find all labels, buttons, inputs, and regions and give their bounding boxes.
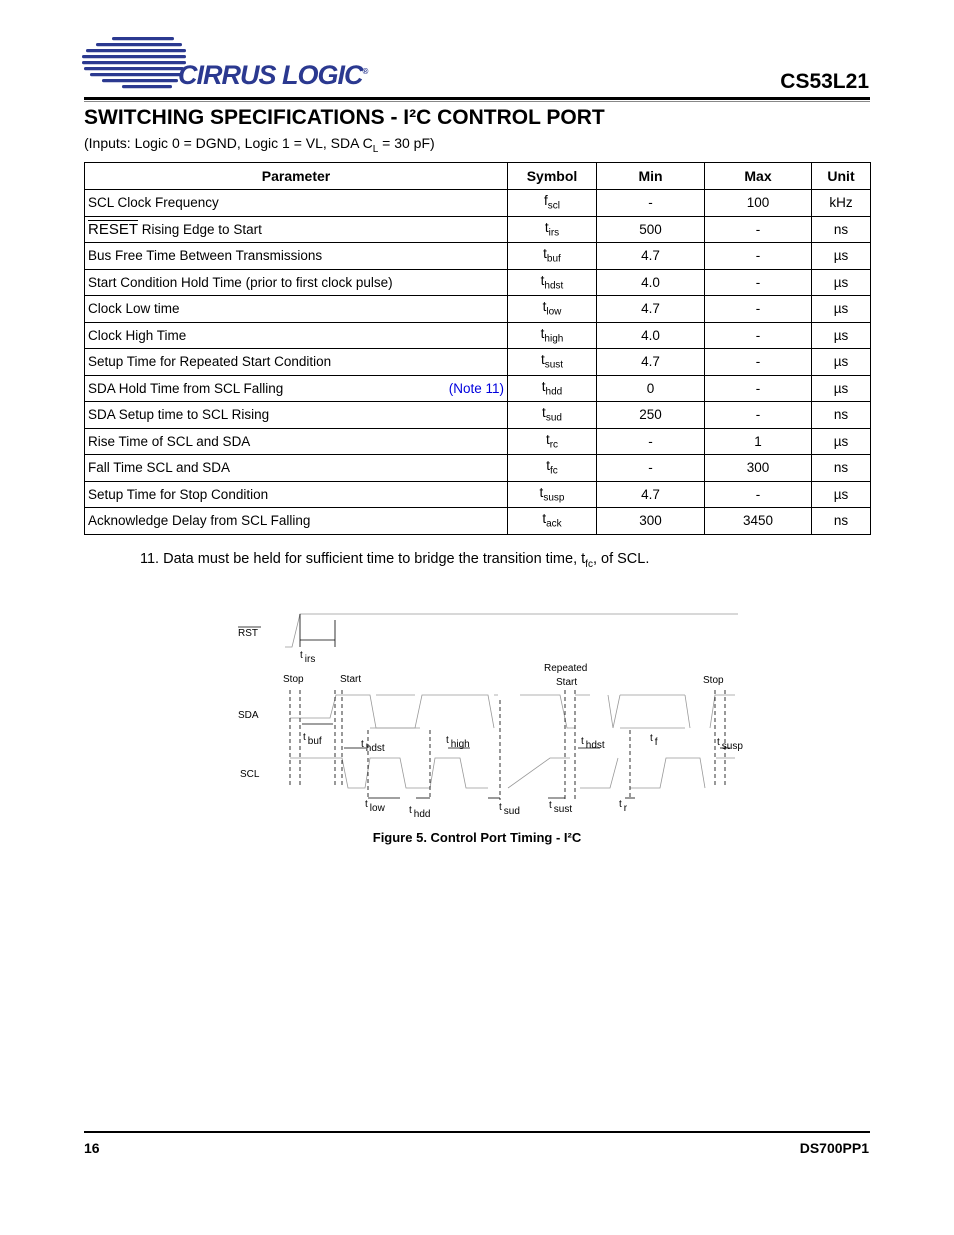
parameter-cell: Setup Time for Repeated Start Condition — [85, 349, 508, 376]
timing-label-hdst: t hdst — [361, 739, 385, 754]
header-rule — [84, 97, 870, 100]
min-cell: 4.0 — [597, 269, 705, 296]
unit-cell: µs — [812, 428, 871, 455]
section-title: SWITCHING SPECIFICATIONS - I²C CONTROL PORT — [84, 106, 605, 129]
parameter-cell: Fall Time SCL and SDA — [85, 455, 508, 482]
unit-cell: µs — [812, 349, 871, 376]
symbol-cell: $t_{susp}$ — [508, 481, 597, 508]
unit-cell: ns — [812, 216, 871, 243]
symbol-cell: $t_{fc}$ — [508, 455, 597, 482]
table-row — [85, 508, 871, 535]
max-cell: - — [705, 481, 812, 508]
parameter-cell: RESET Rising Edge to Start — [85, 216, 508, 243]
header-rule-thin — [84, 101, 870, 102]
symbol-cell: $t_{irs}$ — [508, 216, 597, 243]
timing-label-low: t low — [365, 799, 385, 814]
start-label: Start — [340, 674, 362, 685]
table-row — [85, 243, 871, 270]
table-row — [85, 455, 871, 482]
parameter-cell: Acknowledge Delay from SCL Falling — [85, 508, 508, 535]
parameter-cell: Rise Time of SCL and SDA — [85, 428, 508, 455]
unit-cell: ns — [812, 402, 871, 429]
test-conditions: (Inputs: Logic 0 = DGND, Logic 1 = VL, SDA $C_L = 30$ pF) — [84, 135, 435, 155]
table-row — [85, 269, 871, 296]
max-cell: - — [705, 402, 812, 429]
symbol-cell: $t_{sud}$ — [508, 402, 597, 429]
footnote-11: 11. Data must be held for sufficient time to bridge the transition time, $t_{fc}$, of SCL. — [140, 551, 650, 570]
part-number: CS53L21 — [780, 70, 869, 93]
max-cell: - — [705, 243, 812, 270]
parameter-cell: SDA Hold Time from SCL Falling (Note 11) — [85, 375, 508, 402]
unit-cell: µs — [812, 269, 871, 296]
max-cell: - — [705, 375, 812, 402]
symbol-cell: $t_{rc}$ — [508, 428, 597, 455]
page-number: 16 — [84, 1140, 100, 1156]
symbol-cell: $t_{low}$ — [508, 296, 597, 323]
logo-wordmark: CIRRUS LOGIC® — [178, 60, 368, 90]
unit-cell: ns — [812, 508, 871, 535]
min-cell: 4.7 — [597, 243, 705, 270]
min-cell: - — [597, 428, 705, 455]
max-cell: 3450 — [705, 508, 812, 535]
stop-label-1: Stop — [283, 674, 304, 685]
timing-label-sud: t sud — [499, 802, 520, 817]
symbol-cell: $t_{sust}$ — [508, 349, 597, 376]
sda-label: SDA — [238, 710, 259, 721]
parameter-cell: Start Condition Hold Time (prior to first clock pulse) — [85, 269, 508, 296]
timing-label-sust: t sust — [549, 800, 573, 815]
parameter-cell: Setup Time for Stop Condition — [85, 481, 508, 508]
timing-label-high: t high — [446, 735, 470, 750]
scl-label: SCL — [240, 769, 260, 780]
symbol-cell: $t_{hdst}$ — [508, 269, 597, 296]
timing-label-r: t r — [619, 799, 628, 814]
col-max: Max — [705, 163, 812, 190]
timing-label-buf: t buf — [303, 732, 322, 747]
max-cell: 300 — [705, 455, 812, 482]
symbol-cell: $t_{ack}$ — [508, 508, 597, 535]
parameter-cell: Clock High Time — [85, 322, 508, 349]
scl-waveform — [290, 758, 735, 788]
table-row — [85, 402, 871, 429]
min-cell: - — [597, 190, 705, 217]
col-min: Min — [597, 163, 705, 190]
repeated-start-label: Start — [556, 677, 578, 688]
table-row — [85, 349, 871, 376]
table-row — [85, 190, 871, 217]
col-symbol: Symbol — [508, 163, 597, 190]
symbol-cell: $f_{scl}$ — [508, 190, 597, 217]
parameter-cell: SCL Clock Frequency — [85, 190, 508, 217]
min-cell: 500 — [597, 216, 705, 243]
timing-label-f: t f — [650, 733, 658, 748]
unit-cell: µs — [812, 375, 871, 402]
table-row — [85, 481, 871, 508]
figure-caption: Figure 5. Control Port Timing - I²C — [372, 830, 582, 845]
timing-label-hdd: t hdd — [409, 805, 431, 820]
unit-cell: µs — [812, 243, 871, 270]
unit-cell: µs — [812, 322, 871, 349]
min-cell: 4.7 — [597, 296, 705, 323]
unit-cell: ns — [812, 455, 871, 482]
document-id: DS700PP1 — [799, 1140, 869, 1156]
max-cell: - — [705, 269, 812, 296]
note-11-link[interactable]: (Note 11) — [448, 380, 504, 396]
footer-rule — [84, 1131, 870, 1133]
min-cell: 4.7 — [597, 481, 705, 508]
symbol-cell: $t_{buf}$ — [508, 243, 597, 270]
table-header-row — [85, 163, 871, 190]
min-cell: 4.0 — [597, 322, 705, 349]
min-cell: 250 — [597, 402, 705, 429]
unit-cell: kHz — [812, 190, 871, 217]
parameter-cell: Clock Low time — [85, 296, 508, 323]
repeated-label: Repeated — [544, 663, 588, 674]
col-parameter: Parameter — [85, 163, 508, 190]
min-cell: 0 — [597, 375, 705, 402]
stop-label-2: Stop — [703, 675, 724, 686]
max-cell: - — [705, 349, 812, 376]
parameter-cell: Bus Free Time Between Transmissions — [85, 243, 508, 270]
timing-label-hdst: t hdst — [581, 736, 605, 751]
max-cell: 1 — [705, 428, 812, 455]
timing-label-susp: t susp — [717, 737, 743, 752]
unit-cell: µs — [812, 481, 871, 508]
min-cell: - — [597, 455, 705, 482]
table-row — [85, 296, 871, 323]
max-cell: - — [705, 216, 812, 243]
symbol-cell: $t_{hdd}$ — [508, 375, 597, 402]
sda-waveform — [290, 695, 735, 728]
rst-waveform — [285, 614, 738, 647]
i2c-timing-diagram — [230, 600, 750, 825]
table-row — [85, 322, 871, 349]
table-row — [85, 375, 871, 402]
switching-spec-table — [84, 162, 871, 535]
parameter-cell: SDA Setup time to SCL Rising — [85, 402, 508, 429]
unit-cell: µs — [812, 296, 871, 323]
min-cell: 300 — [597, 508, 705, 535]
max-cell: 100 — [705, 190, 812, 217]
max-cell: - — [705, 296, 812, 323]
rst-label: RST — [238, 628, 258, 639]
col-unit: Unit — [812, 163, 871, 190]
max-cell: - — [705, 322, 812, 349]
symbol-cell: $t_{high}$ — [508, 322, 597, 349]
reset-overline: RESET — [88, 220, 139, 238]
min-cell: 4.7 — [597, 349, 705, 376]
timing-label-irs: t irs — [300, 650, 316, 665]
table-row — [85, 216, 871, 243]
table-row — [85, 428, 871, 455]
